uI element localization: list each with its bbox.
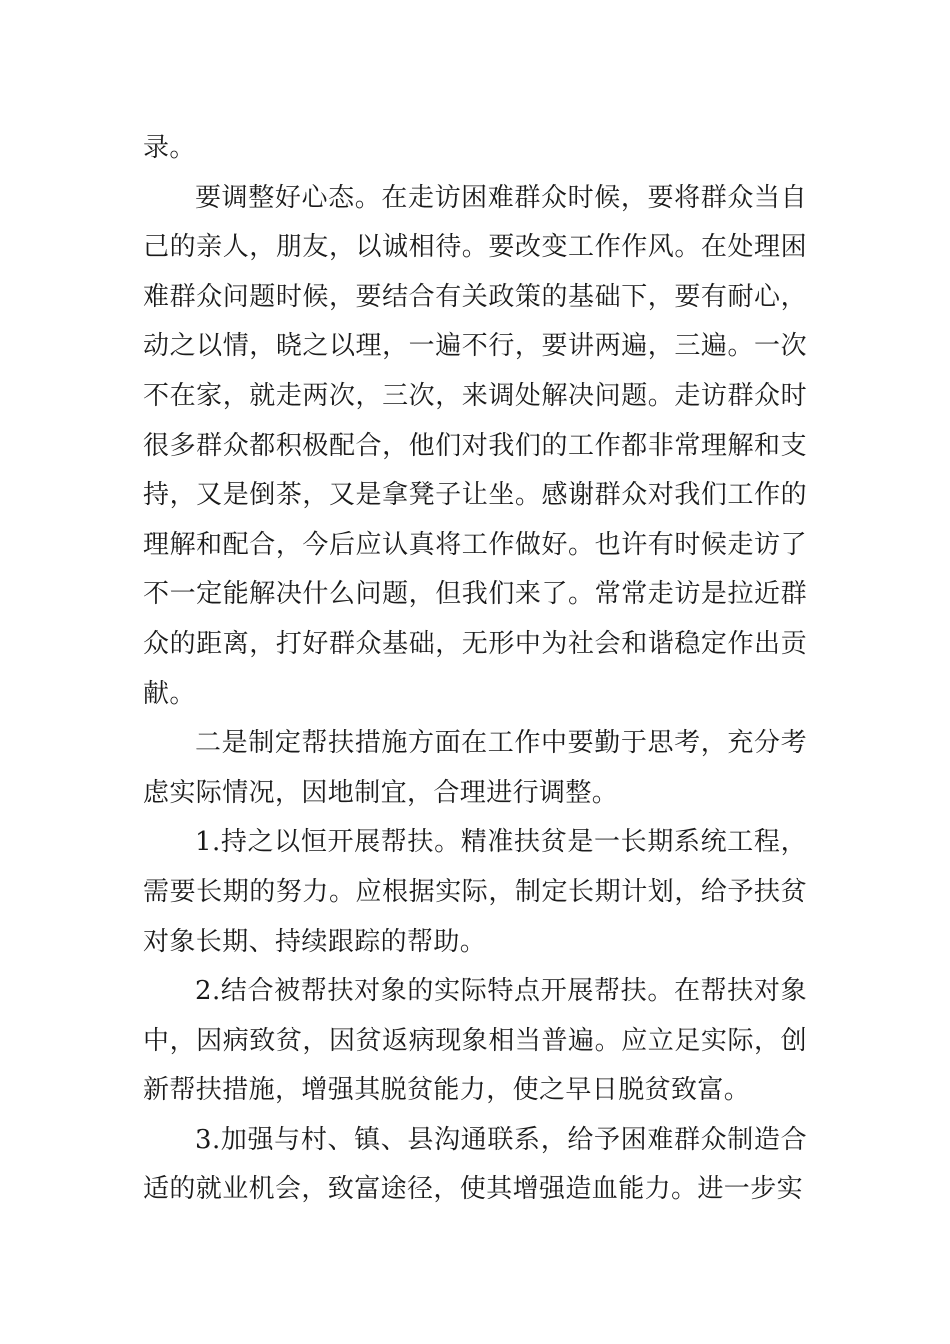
paragraph-continuation: 录。	[143, 133, 196, 163]
paragraph-item-2: 2.结合被帮扶对象的实际特点开展帮扶。在帮扶对象中，因病致贫，因贫返病现象相当普遍。应立足实际，创新帮扶措施，增强其脱贫能力，使之早日脱贫致富。	[143, 976, 807, 1106]
paragraph-attitude: 要调整好心态。在走访困难群众时候，要将群众当自己的亲人，朋友，以诚相待。要改变工作作风。在处理困难群众问题时候，要结合有关政策的基础下，要有耐心，动之以情，晓之以理，一遍不行，要讲两遍，三遍。一次不在家，就走两次，三次，来调处解决问题。走访群众时很多群众都积极配合，他们对我们的工作都非常理解和支持，又是倒茶，又是拿凳子让坐。感谢群众对我们工作的理解和配合，今后应认真将工作做好。也许有时候走访了不一定能解决什么问题，但我们来了。常常走访是拉近群众的距离，打好群众基础，无形中为社会和谐稳定作出贡献。	[143, 182, 807, 709]
document-body	[143, 124, 807, 1215]
paragraph-item-3: 3.加强与村、镇、县沟通联系，给予困难群众制造合适的就业机会，致富途径，使其增强造血能力。进一步实	[143, 1124, 807, 1205]
paragraph-item-1: 1.持之以恒开展帮扶。精准扶贫是一长期系统工程，需要长期的努力。应根据实际，制定长期计划，给予扶贫对象长期、持续跟踪的帮助。	[143, 827, 807, 957]
paragraph-measures-intro: 二是制定帮扶措施方面在工作中要勤于思考，充分考虑实际情况，因地制宜，合理进行调整。	[143, 728, 807, 808]
